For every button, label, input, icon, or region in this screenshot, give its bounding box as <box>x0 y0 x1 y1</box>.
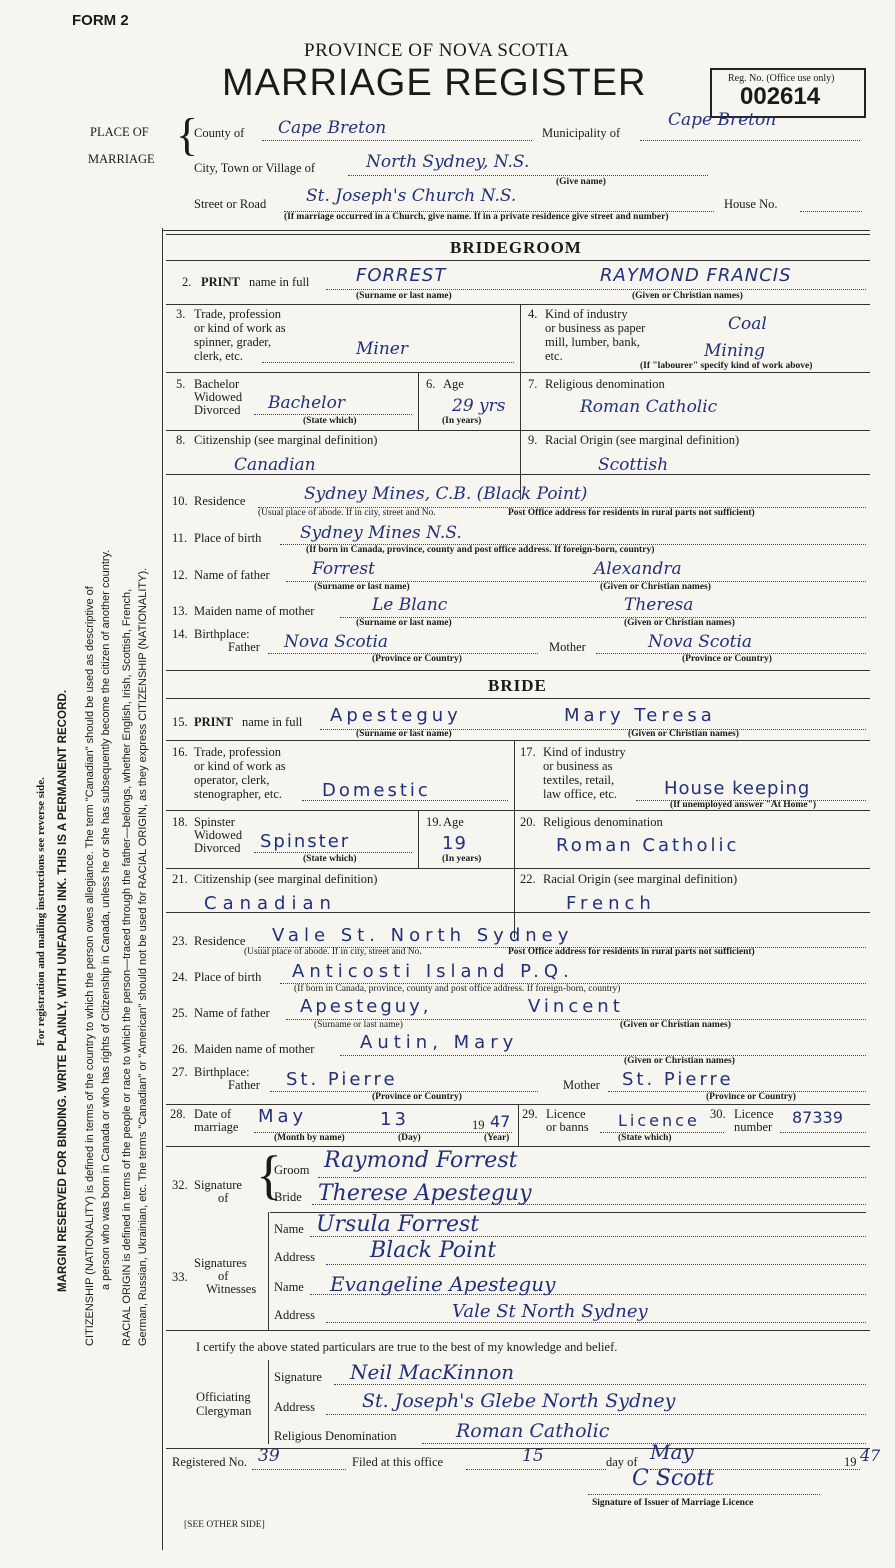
city-label: City, Town or Village of <box>194 161 316 175</box>
groom-industry-1: Coal <box>728 314 767 334</box>
issuer-signature: C Scott <box>632 1466 715 1491</box>
street-hint: (If marriage occurred in a Church, give name. If in a private residence give street and number) <box>284 212 669 222</box>
place-brace: { <box>176 109 199 160</box>
f14-l1: Birthplace: <box>194 627 250 641</box>
f2-label: name in full <box>249 275 310 289</box>
f27-mother-hint: (Province or Country) <box>706 1092 796 1102</box>
f33-l1: Signatures <box>194 1256 247 1270</box>
f22-label: Racial Origin (see marginal definition) <box>543 872 738 886</box>
groom-mother-given: Theresa <box>624 595 694 615</box>
f12-label: Name of father <box>194 568 270 582</box>
groom-religion: Roman Catholic <box>580 397 718 417</box>
registered-label: Registered No. <box>172 1455 247 1469</box>
f3-l3: spinner, grader, <box>194 335 272 349</box>
f14-father-hint: (Province or Country) <box>372 654 462 664</box>
groom-origin: Scottish <box>598 455 669 475</box>
groom-residence: Sydney Mines, C.B. (Black Point) <box>304 484 588 504</box>
bride-mother-birthplace: St. Pierre <box>622 1069 734 1090</box>
margin-racial-def-2: German, Russian, Ukrainian, etc. The terms "Canadian" or "American" should not be used for RACIAL ORIGIN, as they express CITIZENSHIP (NATIONALITY). <box>137 567 149 1346</box>
bride-header: BRIDE <box>488 676 547 695</box>
f32-l1: Signature <box>194 1178 242 1192</box>
bride-signature: Therese Apesteguy <box>318 1181 532 1206</box>
groom-birthplace: Sydney Mines N.S. <box>300 523 462 543</box>
f5-l2: Widowed <box>194 390 243 404</box>
f29-hint: (State which) <box>618 1133 672 1143</box>
f15-label: name in full <box>242 715 303 729</box>
marriage-label: MARRIAGE <box>88 152 155 166</box>
f16-l3: operator, clerk, <box>194 773 270 787</box>
f22-num: 22. <box>520 872 536 886</box>
f19-label: Age <box>443 815 464 829</box>
f27-num: 27. <box>172 1065 188 1079</box>
certify-text: I certify the above stated particulars are true to the best of my knowledge and belief. <box>196 1340 618 1354</box>
groom-status: Bachelor <box>268 393 345 413</box>
f4-l3: mill, lumber, bank, <box>545 335 640 349</box>
f24-hint: (If born in Canada, province, county and post office address. If foreign-born, country) <box>294 984 621 994</box>
clergy-address-label: Address <box>274 1400 315 1414</box>
see-other-side: [SEE OTHER SIDE] <box>184 1520 265 1530</box>
give-name-hint: (Give name) <box>556 177 606 187</box>
groom-citizenship: Canadian <box>234 455 316 475</box>
f14-father: Father <box>228 640 260 654</box>
bride-surname: Apesteguy <box>330 705 462 726</box>
clergy-signature: Neil MacKinnon <box>350 1360 515 1384</box>
f33-num: 33. <box>172 1270 188 1284</box>
house-no-label: House No. <box>724 197 778 211</box>
bride-trade: Domestic <box>322 780 431 801</box>
witness-1-name: Ursula Forrest <box>316 1212 480 1237</box>
sig-brace: { <box>256 1145 282 1205</box>
f29-num: 29. <box>522 1107 538 1121</box>
f4-l2: or business as paper <box>545 321 646 335</box>
f18-l2: Widowed <box>194 828 243 842</box>
bride-sig-label: Bride <box>274 1190 302 1204</box>
f10-label: Residence <box>194 494 246 508</box>
clergy-signature-label: Signature <box>274 1370 322 1384</box>
f24-label: Place of birth <box>194 970 262 984</box>
bride-religion: Roman Catholic <box>556 835 740 856</box>
groom-industry-2: Mining <box>704 341 766 361</box>
groom-age-hint: (In years) <box>442 416 482 426</box>
f5-l3: Divorced <box>194 403 241 417</box>
f2-num: 2. <box>182 275 192 289</box>
f3-num: 3. <box>176 307 186 321</box>
f12-num: 12. <box>172 568 188 582</box>
filed-year-prefix: 19 <box>844 1455 857 1469</box>
f14-mother: Mother <box>549 640 586 654</box>
f17-l2: or business as <box>543 759 613 773</box>
place-of-label: PLACE OF <box>90 125 149 139</box>
f3-l4: clerk, etc. <box>194 349 243 363</box>
f4-l1: Kind of industry <box>545 307 628 321</box>
bridegroom-header: BRIDEGROOM <box>450 238 582 257</box>
f13-num: 13. <box>172 604 188 618</box>
groom-trade: Miner <box>356 339 408 359</box>
f28-l1: Date of <box>194 1107 232 1121</box>
f9-label: Racial Origin (see marginal definition) <box>545 433 740 447</box>
marriage-year: 47 <box>490 1112 511 1131</box>
w2-name-label: Name <box>274 1280 304 1294</box>
f29-l2: or banns <box>546 1120 589 1134</box>
f21-label: Citizenship (see marginal definition) <box>194 872 378 886</box>
f32-l2: of <box>218 1191 229 1205</box>
f8-num: 8. <box>176 433 186 447</box>
f15-print: PRINT <box>194 715 233 729</box>
reg-number-label: Reg. No. (Office use only) <box>728 73 835 84</box>
groom-surname-hint: (Surname or last name) <box>356 291 452 301</box>
bride-given: Mary Teresa <box>564 705 716 726</box>
month-hint: (Month by name) <box>274 1133 345 1143</box>
f11-label: Place of birth <box>194 531 262 545</box>
groom-age: 29 yrs <box>452 396 506 416</box>
f3-l2: or kind of work as <box>194 321 286 335</box>
groom-surname: FORREST <box>356 265 447 286</box>
licence-or-banns: Licence <box>618 1111 700 1130</box>
bride-industry: House keeping <box>664 778 811 799</box>
county-label: County of <box>194 126 245 140</box>
filed-year: 47 <box>860 1446 881 1465</box>
f8-label: Citizenship (see marginal definition) <box>194 433 378 447</box>
f9-num: 9. <box>528 433 538 447</box>
f17-l4: law office, etc. <box>543 787 618 801</box>
f23-label: Residence <box>194 934 246 948</box>
f3-l1: Trade, profession <box>194 307 282 321</box>
groom-father-given: Alexandra <box>594 559 682 579</box>
bride-mother-name: Autin, Mary <box>360 1032 519 1053</box>
groom-father-surname: Forrest <box>312 559 375 579</box>
street-label: Street or Road <box>194 197 267 211</box>
filed-month: May <box>650 1440 694 1464</box>
groom-given: RAYMOND FRANCIS <box>600 265 792 286</box>
bride-birthplace: Anticosti Island P.Q. <box>292 961 574 982</box>
bride-citizenship: Canadian <box>204 893 337 914</box>
bride-surname-hint: (Surname or last name) <box>356 729 452 739</box>
f25-surname-hint: (Surname or last name) <box>314 1020 403 1030</box>
f30-l1: Licence <box>734 1107 774 1121</box>
page-title: MARRIAGE REGISTER <box>222 62 647 104</box>
f15-num: 15. <box>172 715 188 729</box>
bride-status: Spinster <box>260 831 351 852</box>
f20-label: Religious denomination <box>543 815 663 829</box>
w1-address-label: Address <box>274 1250 315 1264</box>
day-of-label: day of <box>606 1455 638 1469</box>
f27-father: Father <box>228 1078 260 1092</box>
f33-l2: of <box>218 1269 229 1283</box>
clergy-denomination: Roman Catholic <box>456 1420 610 1442</box>
f18-l3: Divorced <box>194 841 241 855</box>
witness-1-address: Black Point <box>370 1238 497 1263</box>
f32-num: 32. <box>172 1178 188 1192</box>
f16-l2: or kind of work as <box>194 759 286 773</box>
margin-racial-def: RACIAL ORIGIN is defined in terms of the people or race to which the person—traced through the father—belongs, whether English, Irish, Scottish, French, <box>121 588 133 1346</box>
f21-num: 21. <box>172 872 188 886</box>
province-heading: PROVINCE OF NOVA SCOTIA <box>304 40 570 61</box>
f2-print: PRINT <box>201 275 240 289</box>
f11-num: 11. <box>172 531 188 545</box>
f17-hint: (If unemployed answer "At Home") <box>670 800 817 810</box>
witness-2-address: Vale St North Sydney <box>452 1301 648 1322</box>
f20-num: 20. <box>520 815 536 829</box>
f12-surname-hint: (Surname or last name) <box>314 582 410 592</box>
f6-num: 6. <box>426 377 436 391</box>
f26-given-hint: (Given or Christian names) <box>624 1056 735 1066</box>
f10-hint-2: Post Office address for residents in rural parts not sufficient) <box>508 508 755 518</box>
f5-num: 5. <box>176 377 186 391</box>
margin-binding-note: MARGIN RESERVED FOR BINDING. WRITE PLAINLY, WITH UNFADING INK. THIS IS A PERMANENT RECORD. <box>56 689 69 1292</box>
municipality-label: Municipality of <box>542 126 621 140</box>
licence-number: 87339 <box>792 1108 843 1127</box>
f27-father-hint: (Province or Country) <box>372 1092 462 1102</box>
f5-l1: Bachelor <box>194 377 240 391</box>
street-value: St. Joseph's Church N.S. <box>306 186 517 206</box>
margin-instructions: For registration and mailing instructions see reverse side. <box>35 777 47 1046</box>
f33-l3: Witnesses <box>206 1282 257 1296</box>
f28-num: 28. <box>170 1107 186 1121</box>
bride-age: 19 <box>442 833 467 854</box>
groom-signature: Raymond Forrest <box>324 1148 518 1173</box>
f7-label: Religious denomination <box>545 377 665 391</box>
clergy-l2: Clergyman <box>196 1404 252 1418</box>
bride-father-surname: Apesteguy, <box>300 996 432 1017</box>
groom-mother-surname: Le Blanc <box>372 595 448 615</box>
clergy-l1: Officiating <box>196 1390 251 1404</box>
bride-residence: Vale St. North Sydney <box>272 925 574 946</box>
f29-l1: Licence <box>546 1107 586 1121</box>
f13-surname-hint: (Surname or last name) <box>356 618 452 628</box>
f11-hint: (If born in Canada, province, county and post office address. If foreign-born, country) <box>306 545 655 555</box>
f12-given-hint: (Given or Christian names) <box>600 582 711 592</box>
f24-num: 24. <box>172 970 188 984</box>
municipality-value: Cape Breton <box>668 110 777 130</box>
f13-label: Maiden name of mother <box>194 604 315 618</box>
f23-hint: (Usual place of abode. If in city, street and No. <box>244 947 422 957</box>
margin-citizenship-def: CITIZENSHIP (NATIONALITY) is defined in terms of the country to which the person owes allegiance. The term "Canadian" should be used as descriptive of <box>84 586 96 1346</box>
f25-given-hint: (Given or Christian names) <box>620 1020 731 1030</box>
filed-day: 15 <box>522 1446 544 1466</box>
issuer-label: Signature of Issuer of Marriage Licence <box>592 1498 754 1508</box>
f4-l4: etc. <box>545 349 563 363</box>
groom-given-hint: (Given or Christian names) <box>632 291 743 301</box>
f28-l2: marriage <box>194 1120 239 1134</box>
city-value: North Sydney, N.S. <box>366 152 530 172</box>
bride-father-given: Vincent <box>528 996 624 1017</box>
f25-num: 25. <box>172 1006 188 1020</box>
day-hint: (Day) <box>398 1133 421 1143</box>
bride-state-hint: (State which) <box>303 854 357 864</box>
county-value: Cape Breton <box>278 118 387 138</box>
f17-l3: textiles, retail, <box>543 773 615 787</box>
f7-num: 7. <box>528 377 538 391</box>
w2-address-label: Address <box>274 1308 315 1322</box>
f23-hint-2: Post Office address for residents in rural parts not sufficient) <box>508 947 755 957</box>
marriage-day: 13 <box>380 1109 409 1130</box>
f10-num: 10. <box>172 494 188 508</box>
f4-num: 4. <box>528 307 538 321</box>
year-hint: (Year) <box>484 1133 510 1143</box>
f16-l1: Trade, profession <box>194 745 282 759</box>
clergy-address: St. Joseph's Glebe North Sydney <box>362 1390 676 1412</box>
f25-label: Name of father <box>194 1006 270 1020</box>
f30-l2: number <box>734 1120 773 1134</box>
f16-l4: stenographer, etc. <box>194 787 283 801</box>
f4-hint: (If "labourer" specify kind of work above) <box>640 361 813 371</box>
w1-name-label: Name <box>274 1222 304 1236</box>
f17-l1: Kind of industry <box>543 745 626 759</box>
f27-l1: Birthplace: <box>194 1065 250 1079</box>
form-number: FORM 2 <box>72 12 129 29</box>
f14-num: 14. <box>172 627 188 641</box>
bride-given-hint: (Given or Christian names) <box>628 729 739 739</box>
f27-mother: Mother <box>563 1078 600 1092</box>
groom-state-hint: (State which) <box>303 416 357 426</box>
marriage-year-prefix: 19 <box>472 1118 485 1132</box>
reg-number-value: 002614 <box>740 83 821 110</box>
groom-mother-birthplace: Nova Scotia <box>648 632 753 652</box>
f18-l1: Spinster <box>194 815 235 829</box>
f17-num: 17. <box>520 745 536 759</box>
bride-origin: French <box>566 893 656 914</box>
f14-mother-hint: (Province or Country) <box>682 654 772 664</box>
f6-label: Age <box>443 377 464 391</box>
bride-father-birthplace: St. Pierre <box>286 1069 398 1090</box>
f16-num: 16. <box>172 745 188 759</box>
groom-sig-label: Groom <box>274 1163 310 1177</box>
filed-label: Filed at this office <box>352 1455 444 1469</box>
registered-number: 39 <box>258 1446 280 1466</box>
groom-father-birthplace: Nova Scotia <box>284 632 389 652</box>
marriage-month: May <box>258 1106 308 1127</box>
f18-num: 18. <box>172 815 188 829</box>
f26-num: 26. <box>172 1042 188 1056</box>
f10-hint: (Usual place of abode. If in city, street and No. <box>258 508 436 518</box>
f19-num: 19. <box>426 815 442 829</box>
f23-num: 23. <box>172 934 188 948</box>
f30-num: 30. <box>710 1107 726 1121</box>
margin-citizenship-def-2: a person who was born in Canada or who has rights of Citizenship in Canada, unless he or she has subsequently become the citizen of another country. <box>100 549 112 1290</box>
witness-2-name: Evangeline Apesteguy <box>330 1272 556 1296</box>
f26-label: Maiden name of mother <box>194 1042 315 1056</box>
bride-age-hint: (In years) <box>442 854 482 864</box>
clergy-denom-label: Religious Denomination <box>274 1429 397 1443</box>
f13-given-hint: (Given or Christian names) <box>624 618 735 628</box>
